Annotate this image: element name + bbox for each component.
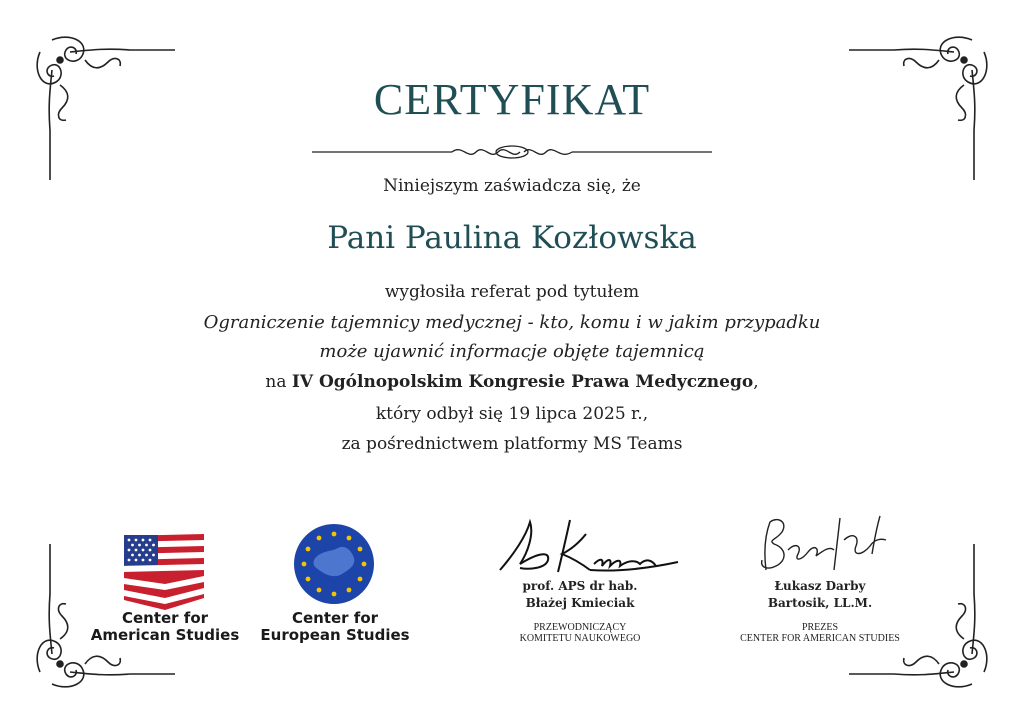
american-flag-icon [124,532,206,610]
american-studies-label-line-2: American Studies [90,626,240,644]
talk-title-line-1: Ograniczenie tajemnicy medycznej - kto, komu i w jakim przypadku [203,312,821,333]
action-text: wygłosiła referat pod tytułem [384,282,640,302]
signature-bartosik [740,510,890,576]
event-name: IV Ogólnopolskim Kongresie Prawa Medycznego [291,372,754,392]
signatory-1-role-line-2: KOMITETU NAUKOWEGO [519,633,641,644]
signatory-2-role-line-1: PREZES [801,622,839,633]
platform-line: za pośrednictwem platformy MS Teams [341,434,683,454]
event-prefix: na [265,372,292,392]
european-studies-label-line-1: Center for [291,609,379,627]
date-line: który odbył się 19 lipca 2025 r., [375,404,649,424]
signatory-1-name [500,578,660,612]
title-divider-ornament [312,138,712,164]
event-suffix: , [753,372,759,392]
signatory-1-fullname: Błażej Kmieciak [525,596,635,610]
eu-globe-icon [292,522,376,606]
signatory-2-lastname: Bartosik, LL.M. [767,596,873,610]
recipient-name: Pani Paulina Kozłowska [327,220,697,256]
intro-text: Niniejszym zaświadcza się, że [383,176,641,196]
american-studies-label-line-1: Center for [121,609,209,627]
signatory-2-role-line-2: CENTER FOR AMERICAN STUDIES [740,633,900,644]
signatory-1-role [490,622,670,644]
signatory-2-role [710,622,930,644]
european-studies-label [255,610,415,644]
signatory-2-firstname: Łukasz Darby [774,579,866,593]
european-studies-label-line-2: European Studies [260,626,410,644]
event-line [0,372,1024,392]
american-studies-label [85,610,245,644]
certificate-title: CERTYFIKAT [373,75,651,124]
signatory-1-title: prof. APS dr hab. [522,579,638,593]
talk-title-line-2: może ujawnić informacje objęte tajemnicą [319,341,705,362]
signatory-2-name [740,578,900,612]
signature-kmieciak [490,514,680,576]
signatory-1-role-line-1: PRZEWODNICZĄCY [533,622,627,633]
